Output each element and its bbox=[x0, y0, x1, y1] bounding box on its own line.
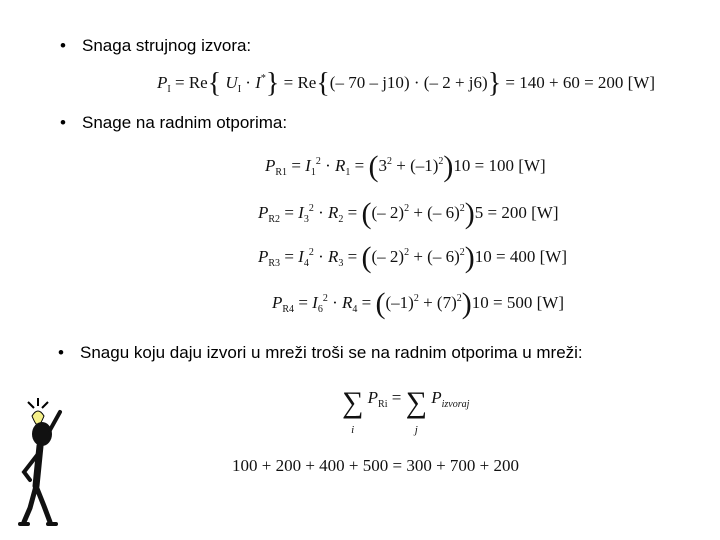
eq-term2: – 6 bbox=[432, 247, 455, 266]
eq-lhs-symbol: P bbox=[157, 73, 168, 92]
eq-term1: 3 bbox=[378, 156, 387, 175]
stick-figure-body bbox=[20, 412, 60, 524]
eq-exponent: 2 bbox=[404, 203, 410, 214]
eq-exponent: 2 bbox=[386, 156, 392, 167]
unit-bracket: ] bbox=[552, 203, 559, 222]
eq-lhs-symbol: P bbox=[258, 203, 269, 222]
eq-paren: ( bbox=[385, 293, 392, 312]
eq-term2: 7 bbox=[442, 293, 452, 312]
unit-bracket: [ bbox=[518, 156, 524, 175]
summation-symbol: ∑ bbox=[405, 386, 427, 419]
eq-unit: W bbox=[633, 73, 650, 92]
eq-resistance-symbol: R bbox=[328, 203, 339, 222]
eq-resistance-symbol: R bbox=[342, 293, 353, 312]
eq-result: = 140 + 60 = 200 bbox=[505, 73, 624, 92]
big-paren: ( bbox=[361, 197, 372, 230]
eq-current-symbol: I bbox=[305, 156, 311, 175]
eq-exponent: 2 bbox=[315, 156, 321, 167]
eq-lhs-subscript: I bbox=[167, 84, 171, 95]
eq-equals: = bbox=[391, 388, 402, 407]
eq-paren: ( bbox=[410, 156, 416, 175]
eq-conjugate-marker: * bbox=[260, 73, 266, 84]
eq-resistance-symbol: R bbox=[335, 156, 346, 175]
eq-paren: ) bbox=[398, 203, 405, 222]
eq-paren: ) bbox=[432, 156, 439, 175]
bullet-dot: • bbox=[58, 343, 64, 362]
eq-exponent: 2 bbox=[459, 247, 465, 258]
eq-paren: ) bbox=[451, 293, 457, 312]
big-paren: ) bbox=[464, 197, 475, 230]
eq-current-value: – 2 + j6 bbox=[429, 73, 483, 92]
eq-resistance-value: 10 bbox=[453, 156, 471, 175]
eq-paren: ( bbox=[436, 293, 443, 312]
eq-term1: – 2 bbox=[377, 203, 399, 222]
eq-lhs-subscript: R4 bbox=[282, 304, 295, 315]
eq-lhs-symbol: P bbox=[272, 293, 283, 312]
eq-re-function: Re bbox=[188, 73, 208, 92]
eq-voltage-subscript: I bbox=[237, 84, 242, 95]
eq-current-symbol: I bbox=[255, 73, 261, 92]
eq-paren: ) bbox=[408, 293, 414, 312]
bullet-power-balance bbox=[58, 343, 583, 363]
equation-source-power bbox=[157, 70, 655, 98]
eq-term2: – 6 bbox=[432, 203, 455, 222]
eq-resistance-value: 5 bbox=[474, 203, 484, 222]
eq-resistance-subscript: 1 bbox=[345, 167, 351, 178]
summation-symbol: ∑ bbox=[342, 386, 364, 419]
sum-index: i bbox=[351, 424, 355, 436]
eq-equals: = bbox=[283, 73, 294, 92]
eq-current-subscript: 4 bbox=[303, 258, 309, 269]
eq-unit: W bbox=[542, 293, 559, 312]
big-paren: ( bbox=[368, 150, 379, 183]
eq-paren: ( bbox=[427, 247, 433, 266]
eq-term1: – 2 bbox=[377, 247, 399, 266]
equation-sum-balance bbox=[342, 388, 469, 438]
eq-result: 200 bbox=[501, 203, 527, 222]
unit-bracket: ] bbox=[649, 73, 656, 92]
bullet-resistor-powers bbox=[60, 113, 287, 133]
eq-exponent: 2 bbox=[308, 203, 314, 214]
equation-numeric-balance bbox=[232, 456, 519, 476]
eq-voltage-symbol: U bbox=[225, 73, 238, 92]
eq-exponent: 2 bbox=[438, 156, 444, 167]
eq-current-symbol: I bbox=[298, 203, 304, 222]
eq-exponent: 2 bbox=[459, 203, 465, 214]
eq-rhs-subscript: izvoraj bbox=[441, 399, 470, 410]
left-brace: { bbox=[207, 68, 222, 99]
eq-current-symbol: I bbox=[298, 247, 304, 266]
eq-unit: W bbox=[536, 203, 553, 222]
equation-pr4: $P_{R4} = I_6^2 \cdot R_4 = ((-1)^2 + (7)^2)10 = 500$ [W] bbox=[272, 287, 564, 320]
eq-result: 400 bbox=[509, 247, 536, 266]
stick-figure-svg bbox=[12, 398, 72, 528]
eq-result: 100 bbox=[488, 156, 515, 175]
unit-bracket: [ bbox=[627, 73, 634, 92]
eq-resistance-symbol: R bbox=[328, 247, 339, 266]
eq-paren: ) bbox=[482, 73, 488, 92]
sum-index: j bbox=[414, 424, 418, 436]
eq-current-subscript: 3 bbox=[303, 214, 309, 225]
eq-paren: ( bbox=[329, 73, 336, 92]
eq-resistance-value: 10 bbox=[471, 293, 489, 312]
idea-stick-figure-illustration bbox=[12, 398, 72, 533]
bullet-text: Snaga strujnog izvora: bbox=[82, 36, 252, 55]
eq-lhs-subscript: Ri bbox=[378, 399, 388, 410]
unit-bracket: [ bbox=[539, 247, 546, 266]
eq-resistance-subscript: 4 bbox=[352, 304, 358, 315]
eq-lhs-symbol: P bbox=[258, 247, 269, 266]
unit-bracket: [ bbox=[531, 203, 537, 222]
eq-paren: ( bbox=[371, 247, 378, 266]
big-paren: ) bbox=[461, 287, 472, 320]
eq-dot-operator: · bbox=[413, 73, 420, 92]
eq-current-symbol: I bbox=[312, 293, 318, 312]
eq-paren: ) bbox=[454, 203, 460, 222]
eq-exponent: 2 bbox=[308, 247, 314, 258]
eq-exponent: 2 bbox=[456, 293, 462, 304]
eq-paren: ( bbox=[423, 73, 430, 92]
equation-pr1: $P_{R1} = I_1^2 \cdot R_1 = (3^2 + (-1)^2)10 = 100$ [W] bbox=[265, 150, 546, 183]
eq-lhs-subscript: R2 bbox=[268, 214, 281, 225]
unit-bracket: ] bbox=[539, 156, 546, 175]
eq-paren: ( bbox=[371, 203, 378, 222]
eq-resistance-subscript: 3 bbox=[338, 258, 344, 269]
eq-current-subscript: 6 bbox=[317, 304, 323, 315]
bullet-text: Snage na radnim otporima: bbox=[82, 113, 288, 132]
right-brace: } bbox=[487, 68, 502, 99]
eq-re-function: Re bbox=[297, 73, 317, 92]
sum-left-group bbox=[342, 388, 363, 438]
left-brace: { bbox=[316, 68, 330, 99]
eq-unit: W bbox=[545, 247, 562, 266]
eq-current-subscript: 1 bbox=[310, 167, 316, 178]
eq-exponent: 2 bbox=[413, 293, 419, 304]
big-paren: ( bbox=[375, 287, 386, 320]
bullet-dot: • bbox=[60, 36, 66, 55]
eq-equals: = bbox=[174, 73, 185, 92]
eq-term2: –1 bbox=[415, 156, 433, 175]
eq-paren: ( bbox=[427, 203, 433, 222]
eq-rhs-symbol: P bbox=[431, 388, 442, 407]
equation-pr2: $P_{R2} = I_3^2 \cdot R_2$ = ((– 2)$^2$ + (– 6)$^2$)5 = 200 [W] bbox=[258, 197, 559, 230]
unit-bracket: ] bbox=[561, 247, 567, 266]
unit-bracket: [ bbox=[536, 293, 543, 312]
big-paren: ) bbox=[443, 150, 454, 183]
eq-paren: ) bbox=[403, 73, 410, 92]
right-brace: } bbox=[265, 68, 280, 99]
eq-term1: –1 bbox=[391, 293, 409, 312]
big-paren: ( bbox=[361, 241, 372, 274]
bullet-dot: • bbox=[60, 113, 66, 132]
eq-exponent: 2 bbox=[404, 247, 410, 258]
eq-lhs-symbol: P bbox=[367, 388, 379, 407]
eq-lhs-subscript: R3 bbox=[268, 258, 281, 269]
unit-bracket: ] bbox=[558, 293, 564, 312]
eq-paren: ) bbox=[454, 247, 460, 266]
eq-dot-operator: · bbox=[245, 73, 251, 92]
bullet-source-power bbox=[60, 36, 251, 56]
eq-unit: W bbox=[523, 156, 540, 175]
eq-result: 500 bbox=[506, 293, 533, 312]
eq-resistance-subscript: 2 bbox=[338, 214, 344, 225]
sum-right-group bbox=[406, 388, 427, 438]
eq-voltage-value: – 70 – j10 bbox=[335, 73, 404, 92]
numeric-balance-text: 100 + 200 + 400 + 500 = 300 + 700 + 200 bbox=[232, 456, 520, 475]
eq-lhs-subscript: R1 bbox=[275, 167, 288, 178]
eq-paren: ) bbox=[398, 247, 405, 266]
eq-resistance-value: 10 bbox=[474, 247, 492, 266]
eq-exponent: 2 bbox=[322, 293, 328, 304]
eq-lhs-symbol: P bbox=[265, 156, 276, 175]
equation-pr3: $P_{R3} = I_4^2 \cdot R_3$ = ((– 2)$^2$ + (– 6)$^2$)10 = 400 [W] bbox=[258, 241, 567, 274]
big-paren: ) bbox=[464, 241, 475, 274]
bullet-text: Snagu koju daju izvori u mreži troši se na radnim otporima u mreži: bbox=[80, 343, 583, 362]
